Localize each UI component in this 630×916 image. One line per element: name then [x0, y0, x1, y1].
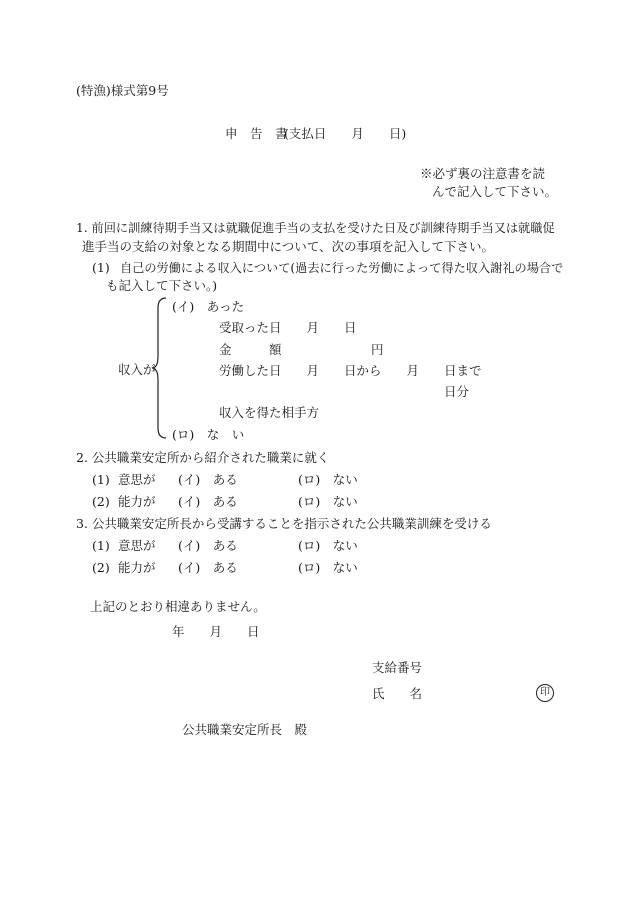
question-1-sub-number: (1)	[92, 260, 110, 275]
payment-date: (支払日 月 日)	[284, 126, 407, 141]
declaration: 上記のとおり相違ありません。	[90, 599, 266, 614]
form-number: (特漁)様式第9号	[76, 83, 169, 98]
payment-number-label: 支給番号	[372, 660, 423, 675]
question-3: 3. 公共職業安定所長から受講することを指示された公共職業訓練を受ける	[76, 516, 492, 531]
q2-row-2-option-a[interactable]: (イ) ある	[178, 494, 238, 509]
q2-row-2-option-b[interactable]: (ロ) ない	[298, 494, 358, 509]
q3-row-2-option-a[interactable]: (イ) ある	[178, 560, 238, 575]
q2-row-1-option-a[interactable]: (イ) ある	[178, 472, 238, 487]
q3-row-2-option-b[interactable]: (ロ) ない	[298, 560, 358, 575]
q3-row-1-option-b[interactable]: (ロ) ない	[298, 538, 358, 553]
question-1-sub-line-2: も記入して下さい。)	[106, 278, 218, 293]
q2-row-1-label: 意思が	[118, 472, 156, 487]
amount-label: 金 額	[219, 342, 282, 357]
q2-row-2-number: (2)	[92, 494, 110, 509]
notice-line-1: ※必ず裏の注意書を読	[420, 166, 546, 181]
brace	[152, 296, 170, 440]
income-label: 収入が	[118, 362, 156, 377]
worked-period: 労働した日 月 日から 月 日まで	[219, 363, 482, 378]
date-line: 年 月 日	[172, 624, 260, 639]
q3-row-1-number: (1)	[92, 538, 110, 553]
q3-row-1-label: 意思が	[118, 538, 156, 553]
question-1-sub-line-1: 自己の労働による収入について(過去に行った労働によって得た収入謝礼の場合で	[120, 261, 564, 275]
question-2: 2. 公共職業安定所から紹介された職業に就く	[76, 450, 330, 465]
days-label: 日分	[444, 384, 470, 399]
option-no[interactable]: (ロ) な い	[172, 427, 245, 442]
name-label: 氏 名	[372, 686, 423, 701]
seal-mark: 印	[536, 684, 554, 702]
option-yes[interactable]: (イ) あった	[172, 299, 245, 314]
q3-row-2-number: (2)	[92, 560, 110, 575]
question-1-line-1: 1. 前回に訓練待期手当又は就職促進手当の支払を受けた日及び訓練待期手当又は就職促	[76, 221, 555, 235]
notice-line-2: んで記入して下さい。	[432, 184, 558, 199]
yen-label: 円	[371, 342, 384, 357]
q3-row-1-option-a[interactable]: (イ) ある	[178, 538, 238, 553]
q3-row-2-label: 能力が	[118, 560, 156, 575]
received-date: 受取った日 月 日	[219, 320, 357, 335]
payer-label: 収入を得た相手方	[219, 405, 320, 420]
q2-row-2-label: 能力が	[118, 494, 156, 509]
q2-row-1-number: (1)	[92, 472, 110, 487]
q2-row-1-option-b[interactable]: (ロ) ない	[298, 472, 358, 487]
form-title: 申 告 書	[225, 126, 288, 141]
addressee: 公共職業安定所長 殿	[182, 722, 308, 737]
question-1-line-2: 進手当の支給の対象となる期間中について、次の事項を記入して下さい。	[82, 239, 495, 254]
